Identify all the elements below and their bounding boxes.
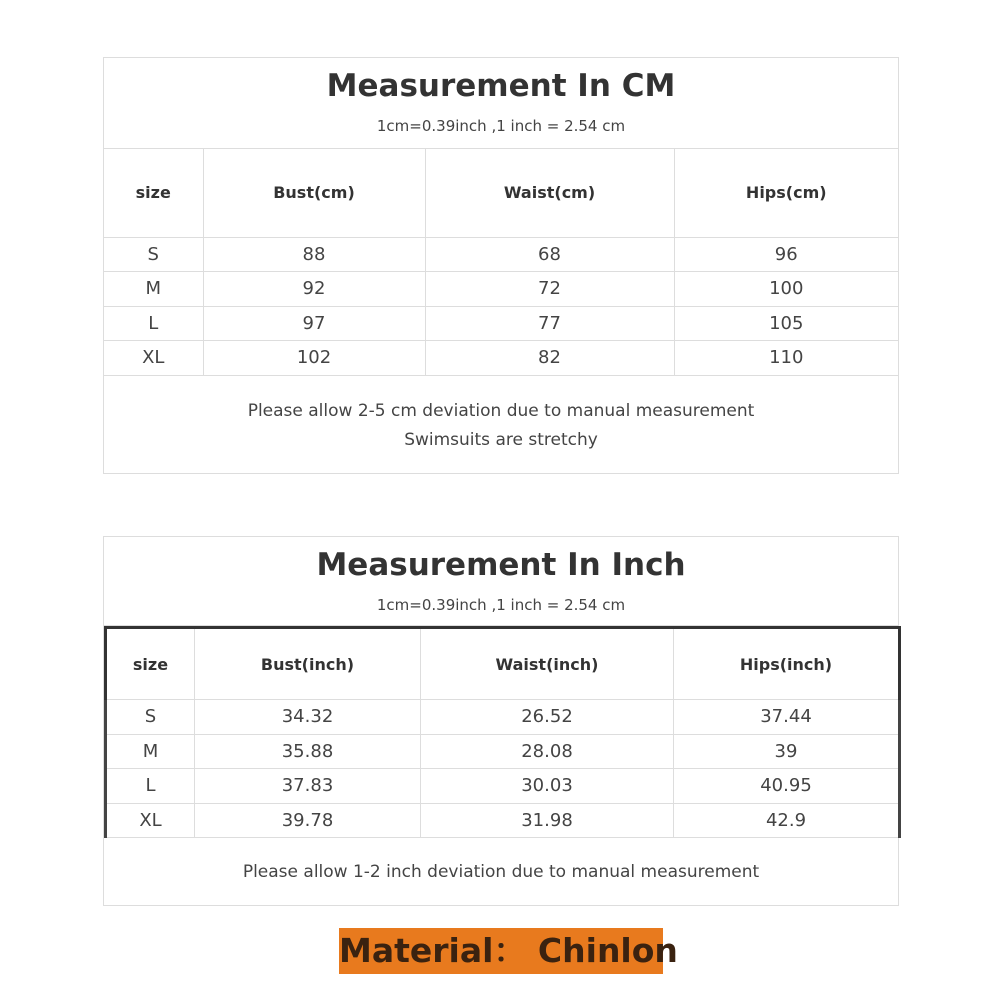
waist-cell: 68 [425, 237, 674, 272]
hips-cell: 37.44 [674, 700, 900, 735]
waist-cell: 26.52 [421, 700, 674, 735]
cm-stretch-note: Swimsuits are stretchy [404, 429, 598, 450]
waist-cell: 30.03 [421, 769, 674, 804]
waist-cell: 72 [425, 272, 674, 307]
header-hips: Hips(cm) [674, 149, 898, 237]
waist-cell: 31.98 [421, 803, 674, 838]
cm-card-header [104, 58, 898, 149]
header-bust: Bust(cm) [203, 149, 425, 237]
table-row [104, 272, 898, 307]
size-cell: L [104, 306, 203, 341]
hips-cell: 39 [674, 734, 900, 769]
inch-subtitle: 1cm=0.39inch ,1 inch = 2.54 cm [376, 596, 626, 614]
table-row [106, 803, 900, 838]
size-cell: XL [106, 803, 195, 838]
table-row [106, 734, 900, 769]
table-row [104, 237, 898, 272]
cm-notes [104, 376, 898, 455]
hips-cell: 105 [674, 306, 898, 341]
inch-deviation-note: Please allow 1-2 inch deviation due to manual measurement [242, 862, 760, 882]
header-size: size [106, 628, 195, 700]
bust-cell: 35.88 [195, 734, 421, 769]
cm-deviation-note: Please allow 2-5 cm deviation due to manual measurement [247, 400, 755, 421]
inch-card-header [104, 537, 898, 626]
cm-measurement-card [103, 57, 899, 474]
table-row [104, 306, 898, 341]
hips-cell: 100 [674, 272, 898, 307]
table-row [106, 700, 900, 735]
material-label: Material： Chinlon [339, 928, 663, 974]
table-row [104, 341, 898, 376]
inch-measurement-card [103, 536, 899, 906]
inch-size-table [104, 626, 901, 838]
cm-subtitle: 1cm=0.39inch ,1 inch = 2.54 cm [376, 117, 626, 135]
size-cell: S [104, 237, 203, 272]
hips-cell: 42.9 [674, 803, 900, 838]
table-header-row [106, 628, 900, 700]
hips-cell: 110 [674, 341, 898, 376]
cm-size-table [104, 149, 898, 376]
size-cell: XL [104, 341, 203, 376]
table-header-row [104, 149, 898, 237]
header-waist: Waist(inch) [421, 628, 674, 700]
bust-cell: 92 [203, 272, 425, 307]
header-waist: Waist(cm) [425, 149, 674, 237]
bust-cell: 37.83 [195, 769, 421, 804]
bust-cell: 97 [203, 306, 425, 341]
header-hips: Hips(inch) [674, 628, 900, 700]
hips-cell: 96 [674, 237, 898, 272]
size-cell: S [106, 700, 195, 735]
waist-cell: 77 [425, 306, 674, 341]
bust-cell: 34.32 [195, 700, 421, 735]
header-size: size [104, 149, 203, 237]
bust-cell: 102 [203, 341, 425, 376]
header-bust: Bust(inch) [195, 628, 421, 700]
size-cell: L [106, 769, 195, 804]
inch-notes [104, 838, 898, 887]
waist-cell: 28.08 [421, 734, 674, 769]
inch-title: Measurement In Inch [316, 547, 686, 583]
table-row [106, 769, 900, 804]
cm-title: Measurement In CM [326, 68, 676, 104]
bust-cell: 88 [203, 237, 425, 272]
bust-cell: 39.78 [195, 803, 421, 838]
hips-cell: 40.95 [674, 769, 900, 804]
waist-cell: 82 [425, 341, 674, 376]
size-cell: M [104, 272, 203, 307]
size-cell: M [106, 734, 195, 769]
